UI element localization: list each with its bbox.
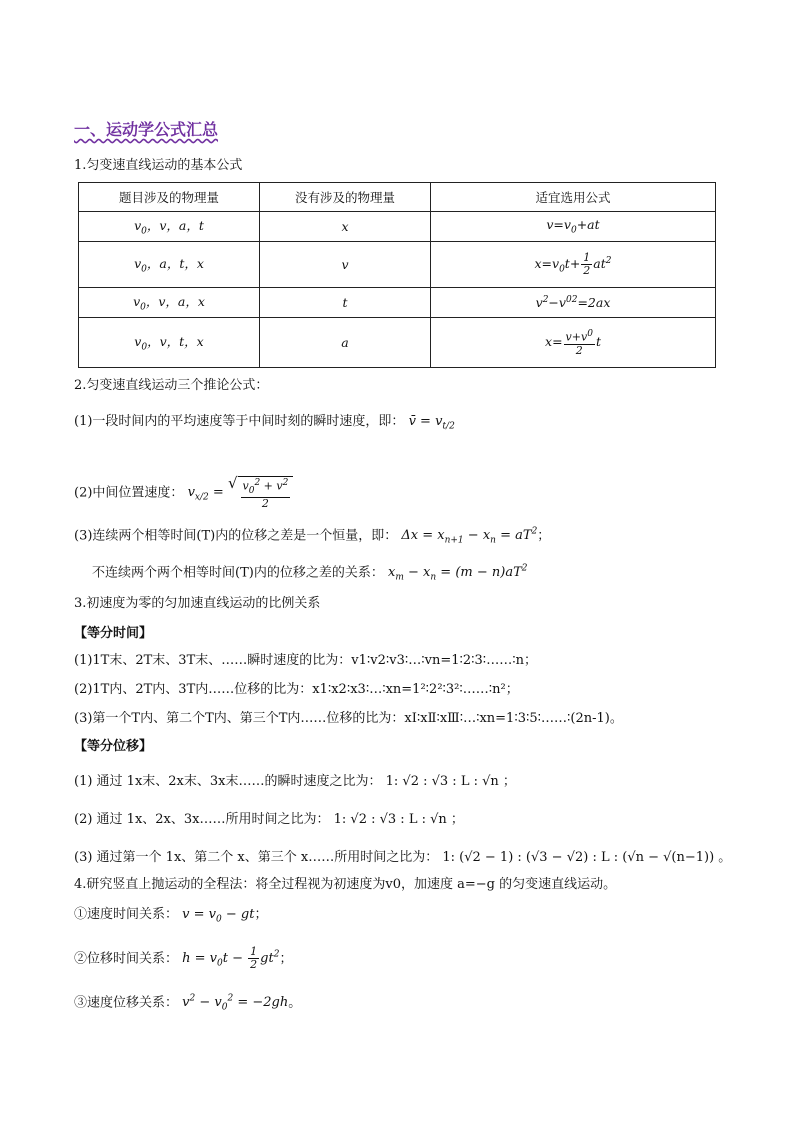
- formula-average-velocity: v̄ = $v_{t/2}$: [408, 414, 455, 432]
- formula-velocity-ratio: 1: √2 : √3 : L : √n ；: [385, 774, 516, 789]
- formula-nonconsecutive-difference: $x_m - x_n = (m - n)aT^2$: [387, 564, 528, 583]
- col-header-missing: 没有涉及的物理量: [260, 183, 431, 212]
- s3-disp-item-2: (2) 通过 1x、2x、3x……所用时间之比为： 1: √2 : √3 : L : √n ；: [74, 812, 464, 827]
- s3-time-item-1: (1)1T末、2T末、3T末、……瞬时速度的比为：v1∶v2∶v3∶…∶vn=1∶2∶3∶……∶n；: [74, 653, 537, 668]
- s2-item-3: (3)连续两个相等时间(T)内的位移之差是一个恒量，即： $\Delta x = x_{n+1} - x_n = aT^2$；: [74, 527, 551, 546]
- cell-given: $v_0$，a，t，x: [79, 242, 260, 288]
- s4-heading: 4.研究竖直上抛运动的全程法：将全过程视为初速度为v0，加速度 a=−g 的匀变速直线运动。: [74, 877, 617, 892]
- col-header-formula: 适宜选用公式: [431, 183, 716, 212]
- s3-equal-time-label: 【等分时间】: [74, 626, 153, 641]
- formula-velocity-displacement: $v^2 - v_0^2 = -2gh$: [182, 994, 289, 1013]
- s2-item-4: 不连续两个两个相等时间(T)内的位移之差的关系： $x_m - x_n = (m - n)aT^2$: [92, 564, 528, 583]
- table-header-row: [79, 183, 716, 212]
- formula-time-ratio: 1: √2 : √3 : L : √n ；: [333, 812, 464, 827]
- formula-table: [78, 182, 716, 368]
- cell-missing: t: [260, 288, 431, 318]
- cell-missing: a: [260, 318, 431, 368]
- cell-missing: x: [260, 212, 431, 242]
- s3-disp-item-1: (1) 通过 1x末、2x末、3x末……的瞬时速度之比为： 1: √2 : √3 : L : √n ；: [74, 774, 516, 789]
- s3-time-item-2: (2)1T内、2T内、3T内……位移的比为：x1∶x2∶x3∶…∶xn=1²∶2²∶3²∶……∶n²；: [74, 682, 519, 697]
- cell-formula: $x=v_0t+$ $\frac{1}{2}$ $at^2$: [431, 242, 716, 288]
- table-row: [79, 318, 716, 368]
- s2-heading: 2.匀变速直线运动三个推论公式：: [74, 378, 269, 393]
- section-title: 一、运动学公式汇总: [74, 120, 219, 139]
- s1-heading: 1.匀变速直线运动的基本公式: [74, 158, 243, 173]
- formula-segment-time-ratio: 1: (√2 − 1) : (√3 − √2) : L : (√n − √(n−1)) 。: [442, 850, 732, 865]
- cell-given: $v_0$，v，t，x: [79, 318, 260, 368]
- formula-midpoint-velocity: $v_{x/2}$ = √ $\frac{v_0^2 + v^2}{2}$: [188, 485, 294, 500]
- table-row: [79, 288, 716, 318]
- s3-time-item-3: (3)第一个T内、第二个T内、第三个T内……位移的比为：xⅠ∶xⅡ∶xⅢ∶…∶xn=1∶3∶5∶……∶(2n-1)。: [74, 711, 623, 726]
- s4-item-3: ③速度位移关系： $v^2 - v_0^2 = -2gh$。: [74, 994, 302, 1013]
- table-row: [79, 242, 716, 288]
- col-header-given: 题目涉及的物理量: [79, 183, 260, 212]
- cell-formula: x= $\frac{v+v^0}{2}$ t: [431, 318, 716, 368]
- s2-item-1: (1)一段时间内的平均速度等于中间时刻的瞬时速度，即： v̄ = $v_{t/2}$: [74, 414, 455, 432]
- cell-given: $v_0$，v，a，x: [79, 288, 260, 318]
- formula-velocity-time: $v = v_0$ − gt: [182, 907, 255, 925]
- cell-missing: v: [260, 242, 431, 288]
- s3-disp-item-3: (3) 通过第一个 1x、第二个 x、第三个 x……所用时间之比为： 1: (√2 − 1) : (√3 − √2) : L : (√n − √(n−1)) 。: [74, 850, 732, 865]
- cell-given: $v_0$，v，a，t: [79, 212, 260, 242]
- cell-formula: $v^2-v^{02}=2ax$: [431, 288, 716, 318]
- s3-heading: 3.初速度为零的匀加速直线运动的比例关系: [74, 596, 321, 611]
- table-row: [79, 212, 716, 242]
- s4-item-1: ①速度时间关系： $v = v_0$ − gt；: [74, 907, 268, 925]
- s3-equal-disp-label: 【等分位移】: [74, 739, 153, 754]
- formula-constant-difference: $\Delta x = x_{n+1} - x_n = aT^2$: [401, 527, 538, 546]
- s2-item-2: (2)中间位置速度： $v_{x/2}$ = √ $\frac{v_0^2 + v^2}{2}$: [74, 476, 293, 510]
- s4-item-2: ②位移时间关系： $h = v_0t$ − $\frac{1}{2}$ $gt^2$；: [74, 945, 293, 972]
- cell-formula: $v=v_0+at$: [431, 212, 716, 242]
- formula-displacement-time: $h = v_0t$ − $\frac{1}{2}$ $gt^2$: [182, 945, 280, 972]
